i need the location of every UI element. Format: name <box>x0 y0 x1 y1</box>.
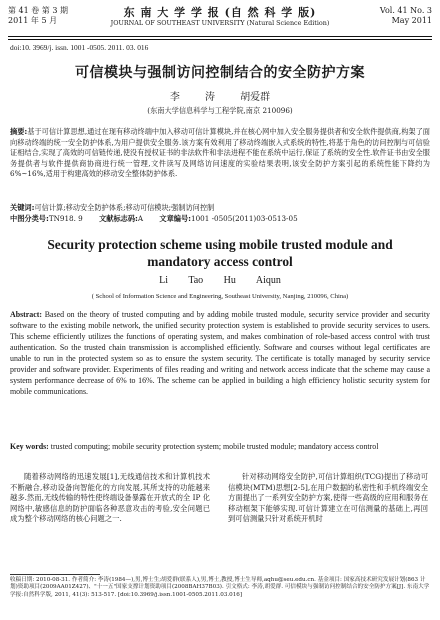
clc-label: 中图分类号: <box>10 214 49 223</box>
running-header <box>8 6 432 34</box>
header-center <box>68 6 372 28</box>
authors-en: Li Tao Hu Aiqun <box>159 275 281 286</box>
date-cn: 2011 年 5 月 <box>8 16 58 25</box>
keywords-en-label: Key words: <box>10 442 49 451</box>
volume-en: Vol. 41 No. 3 <box>379 6 432 15</box>
article-number-value: 1001 -0505(2011)03-0513-05 <box>191 214 298 223</box>
abstract-en <box>10 309 430 397</box>
journal-title-en: JOURNAL OF SOUTHEAST UNIVERSITY (Natural Science Edition) <box>110 19 330 27</box>
abstract-en-text: Based on the theory of trusted computing and by adding mobile trusted module, security service provider and security software to the existing mobile network, the unified security protection system is established to provide security services to users. This scheme efficiently utilizes the functions of operating system, and makes combination of role-based access control with trust authentication. So the trusted chain transmission is accomplished efficiently. Software and courses without legal certificates are unable to run in the protected system so as to ensure the system security. The certificate is totally managed by security service provider and software provider. Experiments of files reading and writing and network access indicate that the scheme may cause a system performance decrease of 6% to 16%. The scheme can be applied in building a high efficiency holistic security system for mobile communications. <box>10 310 430 396</box>
keywords-cn-text: 可信计算;移动安全防护体系;移动可信模块;强制访问控制 <box>34 203 215 212</box>
article-number-label: 文章编号: <box>159 214 191 223</box>
footnote: 收稿日期: 2010-08-31. 作者简介: 李涛(1984—),男,博士生;胡爱群(联系人),男,博士,教授,博士生导师,aqhu@seu.edu.cn. 基金项目: 国家高技术研究发展计划(863 计划)资助项目(2009AA01Z427)、"十一五"国家支撑计划资助项目(2008BAH37B03). 引文格式: 李涛,胡爱群. 可信模块与强制访问控制结合的安全防护方案[J]. 东南大学学报:自然科学版, 2011, 41(3): 513-517. [doi:10.3969/j.issn.1001-0505.2011.03.016] <box>10 577 430 598</box>
keywords-cn-label: 关键词: <box>10 203 35 212</box>
title-cn: 可信模块与强制访问控制结合的安全防护方案 <box>75 65 365 81</box>
keywords-cn <box>10 203 430 214</box>
keywords-en-text: trusted computing; mobile security protection system; mobile trusted module; mandatory access control <box>50 442 379 451</box>
footnote-rule <box>10 574 100 575</box>
authors-cn: 李 涛 胡爱群 <box>169 92 271 103</box>
date-en: May 2011 <box>391 16 432 25</box>
abstract-en-label: Abstract: <box>10 310 42 319</box>
body-column-left: 随着移动网络的迅速发展[1],无线通信技术和计算机技术不断融合,移动设备向智能化的方向发展,其所支持的功能越来越多.然而,无线传输的特性使终端设备暴露在开放式的全 IP 化网络中,敏感信息的防护面临各种恶意攻击的考验,安全问题已成为整个移动网络的核心问题之一. <box>10 472 210 524</box>
header-right <box>380 6 432 26</box>
journal-title-cn: 东 南 大 学 学 报 (自 然 科 学 版) <box>123 6 317 19</box>
doi[interactable]: doi:10. 3969/j. issn. 1001 -0505. 2011. 03. 016 <box>10 43 149 52</box>
abstract-cn-label: 摘要: <box>10 127 28 136</box>
affiliation-cn: (东南大学信息科学与工程学院,南京 210096) <box>147 106 293 115</box>
keywords-en <box>10 441 430 452</box>
body-column-right: 针对移动网络安全防护,可信计算组织(TCG)提出了移动可信模块(MTM)思想[2-5],在用户数据的私密性和手机终端安全方面提出了一系列安全防护方案,使得一些高级的应用和服务在移动框架下能够实现.可信计算建立在可信测量的基础上,再回到可信测量只针对系统开机时 <box>228 472 428 524</box>
affiliation-en: ( School of Information Science and Engineering, Southeast University, Nanjing, 210096, China) <box>91 293 349 300</box>
doc-code-value: A <box>137 214 144 223</box>
abstract-cn-text: 基于可信计算思想,通过在现有移动终端中加入移动可信计算模块,并在核心网中加入安全服务提供者和安全软件提供商,构架了面向移动终端的统一安全防护体系,为用户提供安全服务.该方案有效利用了移动终端嵌入式系统的特性,将基于角色的访问控制与可信验证相结合,实现了高效的可信链传递,使没有授权证书的非法软件和非法进程不能在系统中运行,保证了系统的安全性.软件证书由安全服务提供者与软件提供商协商进行统一管理,文件读写及网络访问速度的实验结果表明,该安全防护方案引起的系统性能下降约为 6%~16%,适用于构建高效的移动安全整体防护体系. <box>10 127 430 179</box>
doc-code-label: 文献标志码: <box>99 214 138 223</box>
header-left <box>8 6 68 26</box>
header-rule-thin <box>8 39 432 40</box>
header-rule-thick <box>8 36 432 37</box>
classification-line <box>10 214 430 225</box>
abstract-cn <box>10 127 430 180</box>
clc-value: TN918. 9 <box>48 214 83 223</box>
volume-cn: 第 41 卷 第 3 期 <box>8 6 68 15</box>
title-en: Security protection scheme using mobile trusted module and mandatory access control <box>47 237 393 269</box>
